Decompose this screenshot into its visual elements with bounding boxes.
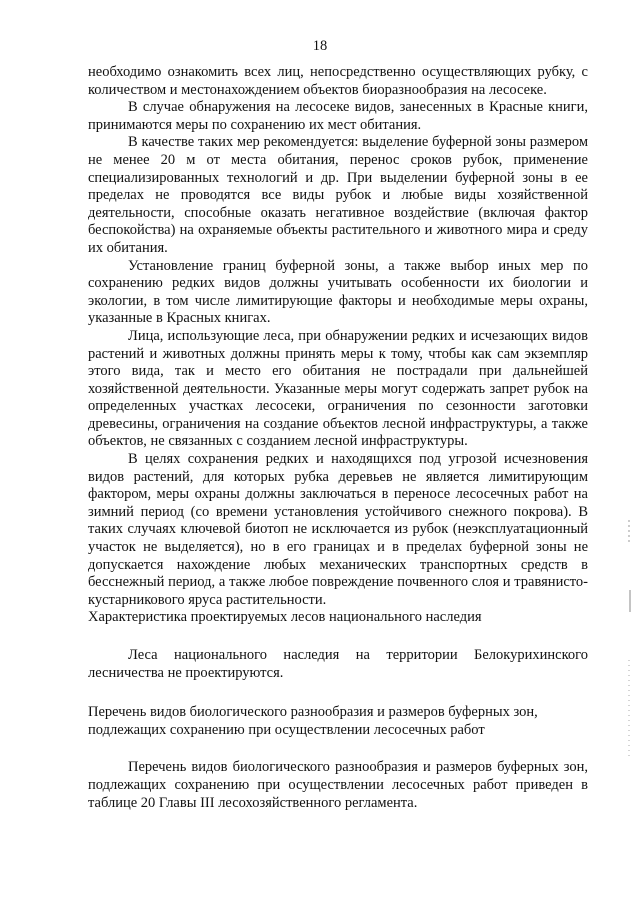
paragraph-buffer-zone-measures: В качестве таких мер рекомендуется: выделение буферной зоны размером не менее 20 м от места обитания, перенос сроков рубок, применение специализированных технологий и др. При выделении буферной зоны в ее пределах не проводятся все виды рубок и любые виды хозяйственной деятельности, способные оказать негативное воздействие (включая фактор беспокойства) на охраняемые объекты растительного и животного мира и среду их обитания.	[88, 134, 588, 256]
paragraph-forest-users: Лица, использующие леса, при обнаружении редких и исчезающих видов растений и животных должны принять меры к тому, чтобы как сам экземпляр этого вида, так и место его обитания не пострадали при дальнейшей хозяйственной деятельности. Указанные меры могут содержать запрет рубок на определенных участках лесосеки, ограничения по сезонности заготовки древесины, ограничения на создание объектов лесной инфраструктуры, а также объектов, не связанных с созданием лесной инфраструктуры.	[88, 327, 588, 450]
heading-biodiversity-line-1: Перечень видов биологического разнообразия и размеров буферных зон,	[88, 704, 538, 721]
paragraph-winter-logging: В целях сохранения редких и находящихся под угрозой исчезновения видов растений, для которых рубка деревьев не является лимитирующим фактором, меры охраны должны заключаться в переносе лесосечных работ на зимний период (со времени установления устойчивого снежного покрова). В таких случаях ключевой биотоп не исключается из рубок (неэксплуатационный участок не выделяется), но в его границах и в пределах буферной зоны не допускается нахождение любых механических транспортных средств в бесснежный период, а также любое повреждение почвенного слоя и травянисто-кустарникового яруса растительности.	[88, 451, 588, 608]
heading-biodiversity-line-2: подлежащих сохранению при осуществлении лесосечных работ	[88, 721, 485, 738]
page-number: 18	[312, 38, 328, 54]
paragraph-biodiversity: Перечень видов биологического разнообразия и размеров буферных зон, подлежащих сохранению при осуществлении лесосечных работ приведен в таблице 20 Главы III лесохозяйственного регламента.	[88, 759, 588, 811]
heading-national-heritage: Характеристика проектируемых лесов национального наследия	[88, 609, 482, 626]
paragraph-continuation: необходимо ознакомить всех лиц, непосредственно осуществляющих рубку, с количеством и местонахождением объектов биоразнообразия на лесосеке.	[88, 64, 588, 98]
paragraph-buffer-zone-boundaries: Установление границ буферной зоны, а также выбор иных мер по сохранению редких видов должны учитывать особенности их биологии и экологии, в том числе лимитирующие факторы и необходимые меры охраны, указанные в Красных книгах.	[88, 257, 588, 327]
document-body	[88, 64, 588, 812]
paragraph-national-heritage: Леса национального наследия на территории Белокурихинского лесничества не проектируются.	[88, 647, 588, 681]
paragraph-red-book: В случае обнаружения на лесосеке видов, занесенных в Красные книги, принимаются меры по сохранению их мест обитания.	[88, 99, 588, 133]
